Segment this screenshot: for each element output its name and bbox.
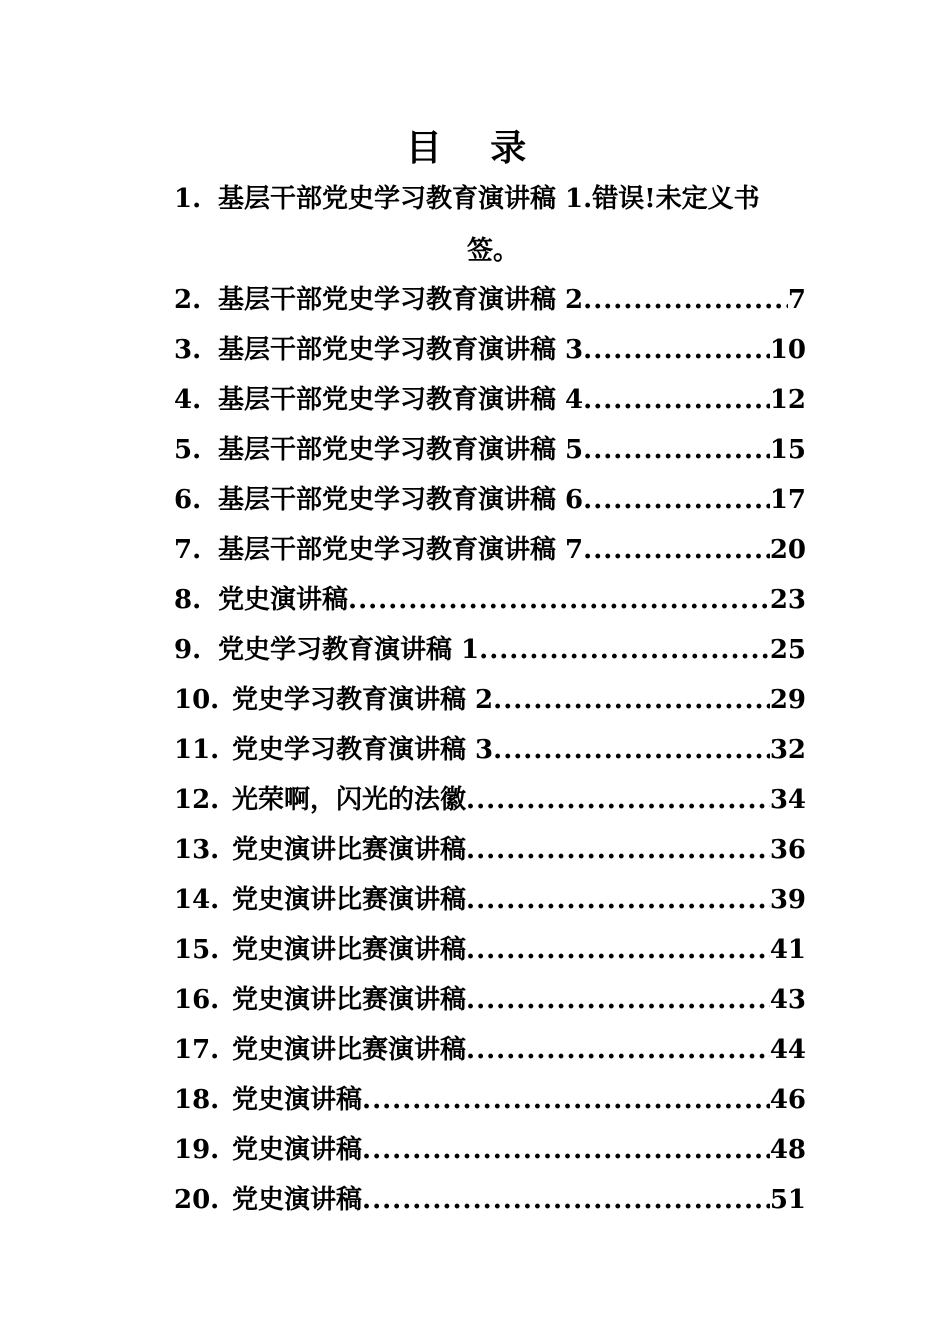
toc-entry-18[interactable] (174, 1075, 806, 1125)
toc-entry-number: 10. (174, 685, 220, 715)
toc-entry-title: 党史演讲比赛演讲稿 (232, 835, 467, 865)
table-of-contents (174, 173, 806, 1225)
toc-entry-15[interactable] (174, 925, 806, 975)
toc-dot-leader (466, 775, 770, 825)
toc-entry-number: 17. (174, 1035, 220, 1065)
toc-entry-number: 6. (174, 485, 202, 515)
toc-entry-9[interactable] (174, 625, 806, 675)
toc-entry-6[interactable] (174, 475, 806, 525)
toc-dot-leader (583, 275, 788, 325)
toc-entry-page: 25 (769, 635, 806, 665)
toc-entry-number: 9. (174, 635, 202, 665)
toc-entry-page: 29 (769, 685, 806, 715)
toc-entry-page: 41 (769, 935, 806, 965)
toc-entry-page: 17 (769, 485, 806, 515)
toc-entry-page: 36 (769, 835, 806, 865)
toc-entry-19[interactable] (174, 1125, 806, 1175)
toc-entry-title: 基层干部党史学习教育演讲稿 5 (218, 435, 584, 465)
toc-entry-title: 党史演讲稿 (218, 585, 349, 615)
toc-entry-title: 基层干部党史学习教育演讲稿 2 (218, 285, 584, 315)
toc-entry-3[interactable] (174, 325, 806, 375)
toc-dot-leader (362, 1075, 770, 1125)
toc-dot-leader (583, 425, 770, 475)
toc-entry-title: 党史学习教育演讲稿 2 (232, 685, 494, 715)
toc-entry-17[interactable] (174, 1025, 806, 1075)
toc-dot-leader (466, 975, 770, 1025)
toc-entry-page: 10 (769, 335, 806, 365)
toc-dot-leader (583, 375, 770, 425)
toc-dot-leader (466, 875, 770, 925)
toc-entry-page: 51 (769, 1185, 806, 1215)
toc-dot-leader (583, 475, 770, 525)
toc-entry-title: 党史演讲比赛演讲稿 (232, 985, 467, 1015)
toc-entry-title: 党史演讲稿 (232, 1085, 363, 1115)
toc-entry-title: 基层干部党史学习教育演讲稿 4 (218, 385, 584, 415)
toc-dot-leader (583, 325, 770, 375)
toc-entry-number: 5. (174, 435, 202, 465)
toc-dot-leader (362, 1175, 770, 1225)
toc-dot-leader (493, 675, 770, 725)
toc-entry-page: 20 (769, 535, 806, 565)
toc-dot-leader (479, 625, 770, 675)
toc-entry-page: 32 (769, 735, 806, 765)
toc-entry-8[interactable] (174, 575, 806, 625)
toc-entry-page: 43 (769, 985, 806, 1015)
toc-entry-title: 党史演讲比赛演讲稿 (232, 935, 467, 965)
toc-entry-number: 7. (174, 535, 202, 565)
toc-entry-7[interactable] (174, 525, 806, 575)
toc-entry-20[interactable] (174, 1175, 806, 1225)
toc-entry-number: 1. (174, 184, 202, 214)
toc-dot-leader (583, 525, 770, 575)
toc-entry-number: 8. (174, 585, 202, 615)
toc-list (174, 275, 806, 1225)
toc-entry-page: 12 (769, 385, 806, 415)
toc-entry-number: 15. (174, 935, 220, 965)
toc-dot-leader (493, 725, 770, 775)
toc-entry-title: 党史学习教育演讲稿 3 (232, 735, 494, 765)
toc-entry-number: 13. (174, 835, 220, 865)
toc-entry-10[interactable] (174, 675, 806, 725)
toc-entry-error: 错误!未定义书 (592, 184, 760, 214)
toc-entry-title: 基层干部党史学习教育演讲稿 1. (218, 184, 593, 214)
toc-entry-4[interactable] (174, 375, 806, 425)
toc-entry-12[interactable] (174, 775, 806, 825)
toc-entry-error-continued: 签。 (466, 236, 519, 266)
toc-entry-11[interactable] (174, 725, 806, 775)
toc-entry-page: 15 (769, 435, 806, 465)
toc-entry-page: 7 (787, 285, 806, 315)
toc-entry-number: 20. (174, 1185, 220, 1215)
toc-dot-leader (466, 1025, 770, 1075)
toc-entry-title: 基层干部党史学习教育演讲稿 3 (218, 335, 584, 365)
toc-entry-page: 44 (769, 1035, 806, 1065)
toc-entry-2[interactable] (174, 275, 806, 325)
toc-entry-title: 基层干部党史学习教育演讲稿 7 (218, 535, 584, 565)
toc-entry-14[interactable] (174, 875, 806, 925)
toc-entry-page: 34 (769, 785, 806, 815)
toc-entry-title: 党史演讲稿 (232, 1185, 363, 1215)
toc-entry-page: 46 (769, 1085, 806, 1115)
toc-entry-16[interactable] (174, 975, 806, 1025)
toc-entry-number: 14. (174, 885, 220, 915)
toc-entry-13[interactable] (174, 825, 806, 875)
toc-entry-title: 党史演讲比赛演讲稿 (232, 885, 467, 915)
page-title: 目 录 (405, 127, 545, 169)
toc-entry-page: 39 (769, 885, 806, 915)
toc-entry-5[interactable] (174, 425, 806, 475)
toc-entry-title: 党史演讲稿 (232, 1135, 363, 1165)
toc-entry-title: 光荣啊，闪光的法徽 (232, 785, 467, 815)
toc-entry-number: 4. (174, 385, 202, 415)
toc-dot-leader (348, 575, 770, 625)
toc-entry-number: 16. (174, 985, 220, 1015)
toc-entry-page: 48 (769, 1135, 806, 1165)
toc-entry-title: 党史演讲比赛演讲稿 (232, 1035, 467, 1065)
toc-entry-1[interactable] (174, 173, 806, 275)
toc-dot-leader (466, 825, 770, 875)
toc-entry-number: 2. (174, 285, 202, 315)
toc-entry-number: 18. (174, 1085, 220, 1115)
toc-entry-title: 基层干部党史学习教育演讲稿 6 (218, 485, 584, 515)
toc-entry-number: 19. (174, 1135, 220, 1165)
toc-entry-number: 11. (174, 735, 220, 765)
toc-dot-leader (466, 925, 770, 975)
toc-entry-title: 党史学习教育演讲稿 1 (218, 635, 480, 665)
toc-entry-number: 12. (174, 785, 220, 815)
toc-entry-number: 3. (174, 335, 202, 365)
toc-dot-leader (362, 1125, 770, 1175)
toc-entry-page: 23 (769, 585, 806, 615)
